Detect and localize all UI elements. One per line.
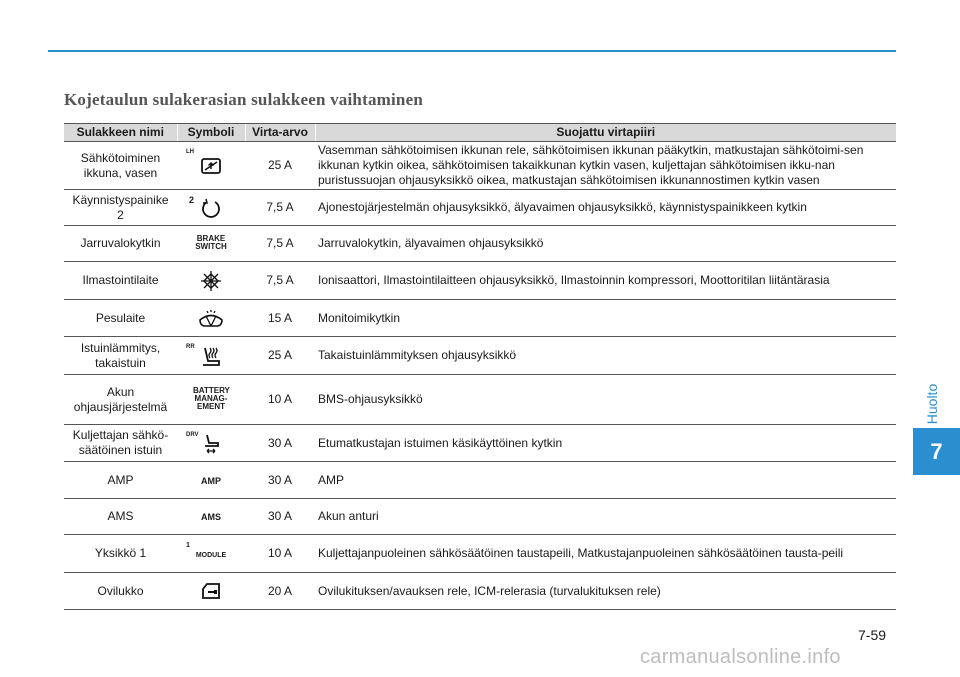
door-lock-icon [199, 581, 223, 601]
symbol-superscript: 1 [186, 542, 190, 549]
fuse-circuit: Ovilukituksen/avauksen rele, ICM-relerasia (turvalukituksen rele) [315, 573, 896, 610]
table-row [64, 262, 896, 300]
top-rule [48, 50, 896, 52]
fuse-circuit: Jarruvalokytkin, älyavaimen ohjausyksikkö [315, 226, 896, 262]
amp-icon: AMP [201, 475, 221, 486]
page-title: Kojetaulun sulakerasian sulakkeen vaihtaminen [64, 90, 423, 109]
fuse-rating: 15 A [245, 300, 315, 337]
fuse-name: Ovilukko [64, 573, 177, 610]
fuse-rating: 25 A [245, 337, 315, 375]
fuse-circuit: Etumatkustajan istuimen käsikäyttöinen kytkin [315, 425, 896, 462]
fuse-symbol [177, 337, 245, 375]
table-row [64, 300, 896, 337]
chapter-number: 7 [913, 428, 960, 475]
fuse-symbol [177, 226, 245, 262]
fuse-rating: 7,5 A [245, 262, 315, 300]
fuse-symbol [177, 142, 245, 190]
fuse-circuit: BMS-ohjausyksikkö [315, 375, 896, 425]
symbol-label: DRV [186, 432, 199, 438]
fuse-symbol [177, 300, 245, 337]
start-button-icon [200, 197, 222, 219]
fuse-name: Ilmastointilaite [64, 262, 177, 300]
table-row [64, 337, 896, 375]
washer-icon [197, 308, 225, 328]
fuse-rating: 20 A [245, 573, 315, 610]
fuse-name: AMS [64, 499, 177, 535]
header-fuse-name: Sulakkeen nimi [64, 124, 177, 142]
fuse-rating: 30 A [245, 462, 315, 499]
fuse-circuit: Kuljettajanpuoleinen sähkösäätöinen taustapeili, Matkustajanpuoleinen sähkösäätöinen tausta-peili [315, 535, 896, 573]
fuse-name: Kuljettajan sähkö-säätöinen istuin [64, 425, 177, 462]
page-number: 7-59 [858, 627, 887, 643]
table-row [64, 226, 896, 262]
power-seat-icon [199, 432, 223, 454]
fuse-symbol [177, 190, 245, 226]
seat-heater-icon [199, 345, 223, 367]
fuse-circuit: Ionisaattori, Ilmastointilaitteen ohjausyksikkö, Ilmastoinnin kompressori, Moottoritilan liitäntärasia [315, 262, 896, 300]
fuse-circuit: Ajonestojärjestelmän ohjausyksikkö, älyavaimen ohjausyksikkö, käynnistyspainikkeen kytkin [315, 190, 896, 226]
symbol-label: 2 [189, 195, 195, 205]
fuse-symbol [177, 462, 245, 499]
table-row [64, 462, 896, 499]
fuse-name: Käynnistyspainike 2 [64, 190, 177, 226]
table-row [64, 573, 896, 610]
fuse-rating: 30 A [245, 425, 315, 462]
fuse-circuit: AMP [315, 462, 896, 499]
brake-switch-icon: BRAKE SWITCH [195, 233, 227, 251]
fuse-rating: 30 A [245, 499, 315, 535]
table-row [64, 142, 896, 190]
power-window-icon [199, 156, 223, 176]
fuse-rating: 7,5 A [245, 190, 315, 226]
fuse-name: Pesulaite [64, 300, 177, 337]
fuse-rating: 25 A [245, 142, 315, 190]
symbol-label: RR [186, 344, 195, 350]
fuse-symbol [177, 573, 245, 610]
table-row [64, 499, 896, 535]
header-symbol: Symboli [177, 124, 245, 142]
header-circuit: Suojattu virtapiiri [315, 124, 896, 142]
fuse-table [64, 123, 896, 610]
fuse-rating: 7,5 A [245, 226, 315, 262]
fuse-symbol [177, 499, 245, 535]
table-row [64, 375, 896, 425]
fuse-name: Yksikkö 1 [64, 535, 177, 573]
table-row [64, 190, 896, 226]
fuse-symbol [177, 425, 245, 462]
fuse-name: AMP [64, 462, 177, 499]
table-row [64, 425, 896, 462]
fuse-name: Istuinlämmitys, takaistuin [64, 337, 177, 375]
table-row [64, 535, 896, 573]
battery-management-icon: BATTERY MANAG-EMENT [193, 385, 230, 411]
snowflake-icon [200, 270, 222, 292]
fuse-name: Sähkötoiminen ikkuna, vasen [64, 142, 177, 190]
header-rating: Virta-arvo [245, 124, 315, 142]
table-header-row [64, 124, 896, 142]
fuse-circuit: Monitoimikytkin [315, 300, 896, 337]
fuse-rating: 10 A [245, 375, 315, 425]
fuse-name: Jarruvalokytkin [64, 226, 177, 262]
fuse-circuit: Takaistuinlämmityksen ohjausyksikkö [315, 337, 896, 375]
module-icon: MODULE [195, 552, 227, 559]
fuse-symbol [177, 535, 245, 573]
fuse-circuit: Vasemman sähkötoimisen ikkunan rele, sähkötoimisen ikkunan pääkytkin, matkustajan sähkötoimi-sen ikkunan kytkin oikea, sähkötoimisen takaikkunan kytkin vasen, kuljettajan sähkötoimisen ikku-nan puristussuojan ohjausyksikkö oikea, matkustajan sähkötoimisen ikkunannostimen kytkin vasen [315, 142, 896, 190]
side-tab-label: Huolto [924, 383, 940, 425]
fuse-circuit: Akun anturi [315, 499, 896, 535]
ams-icon: AMS [201, 512, 221, 522]
side-tab [917, 378, 947, 430]
symbol-label: LH [186, 149, 194, 155]
fuse-symbol [177, 262, 245, 300]
watermark: carmanualsonline.info [640, 646, 841, 668]
fuse-rating: 10 A [245, 535, 315, 573]
fuse-name: Akun ohjausjärjestelmä [64, 375, 177, 425]
fuse-symbol [177, 375, 245, 425]
